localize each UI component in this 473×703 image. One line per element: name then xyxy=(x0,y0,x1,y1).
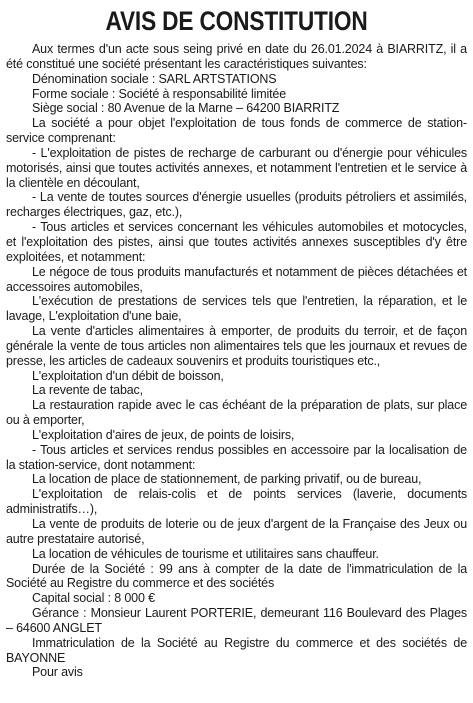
paragraph-purpose-item: L'exécution de prestations de services tels que l'entretien, la réparation, et le lavage, L'exploitation d'une baie, xyxy=(6,294,467,324)
paragraph-purpose: La société a pour objet l'exploitation de tous fonds de commerce de station-service comprenant: xyxy=(6,116,467,146)
paragraph-closing: Pour avis xyxy=(32,665,83,680)
paragraph-purpose-item: La vente d'articles alimentaires à emporter, de produits du terroir, et de façon générale la vente de tous articles non alimentaires tels que les journaux et revues de presse, les articles de cadeaux souvenirs et produits touristiques etc., xyxy=(6,324,467,368)
paragraph-purpose-item: La revente de tabac, xyxy=(32,383,143,398)
paragraph-purpose-item: - Tous articles et services concernant les véhicules automobiles et motocycles, et l'exploitation des pistes, ainsi que toutes activités annexes susceptibles d'y être exploitées, et notamment: xyxy=(6,220,467,264)
paragraph-capital: Capital social : 8 000 € xyxy=(32,591,155,606)
paragraph-duration: Durée de la Société : 99 ans à compter de la date de l'immatriculation de la Société au Registre du commerce et des sociétés xyxy=(6,561,467,591)
paragraph-purpose-item: L'exploitation d'un débit de boisson, xyxy=(32,368,224,383)
paragraph-intro: Aux termes d'un acte sous seing privé en date du 26.01.2024 à BIARRITZ, il a été constitué une société présentant les caractéristiques suivantes: xyxy=(6,42,467,71)
paragraph-purpose-item: - La vente de toutes sources d'énergie usuelles (produits pétroliers et assimilés, recharges électriques, gaz, etc.), xyxy=(6,190,467,220)
paragraph-legal-form: Forme sociale : Société à responsabilité limitée xyxy=(32,86,287,101)
notice-title: AVIS DE CONSTITUTION xyxy=(105,6,368,36)
paragraph-purpose-item: L'exploitation d'aires de jeux, de points de loisirs, xyxy=(32,427,295,442)
paragraph-purpose-item: La location de véhicules de tourisme et utilitaires sans chauffeur. xyxy=(32,546,379,561)
paragraph-purpose-item: L'exploitation de relais-colis et de points services (laverie, documents administratifs…), xyxy=(6,487,467,517)
paragraph-purpose-item: - L'exploitation de pistes de recharge de carburant ou d'énergie pour véhicules motorisés, ainsi que toutes activités annexes, et notamment l'entretien et le service à la clientèle en découlant, xyxy=(6,145,467,190)
paragraph-purpose-item: La vente de produits de loterie ou de jeux d'argent de la Française des Jeux ou autre prestataire autorisé, xyxy=(6,517,467,546)
paragraph-management: Gérance : Monsieur Laurent PORTERIE, demeurant 116 Boulevard des Plages – 64600 ANGLET xyxy=(6,606,467,635)
paragraph-registration: Immatriculation de la Société au Registre du commerce et des sociétés de BAYONNE xyxy=(6,635,467,665)
paragraph-denomination: Dénomination sociale : SARL ARTSTATIONS xyxy=(32,71,277,86)
paragraph-head-office: Siège social : 80 Avenue de la Marne – 64200 BIARRITZ xyxy=(32,101,340,116)
paragraph-purpose-item: La location de place de stationnement, de parking privatif, ou de bureau, xyxy=(32,472,422,487)
paragraph-purpose-item: La restauration rapide avec le cas échéant de la préparation de plats, sur place ou à emporter, xyxy=(6,398,467,428)
paragraph-purpose-item: - Tous articles et services rendus possibles en accessoire par la localisation de la station-service, dont notamment: xyxy=(6,442,467,472)
paragraph-purpose-item: Le négoce de tous produits manufacturés et notamment de pièces détachées et accessoires automobiles, xyxy=(6,264,467,294)
notice-body xyxy=(6,42,467,680)
